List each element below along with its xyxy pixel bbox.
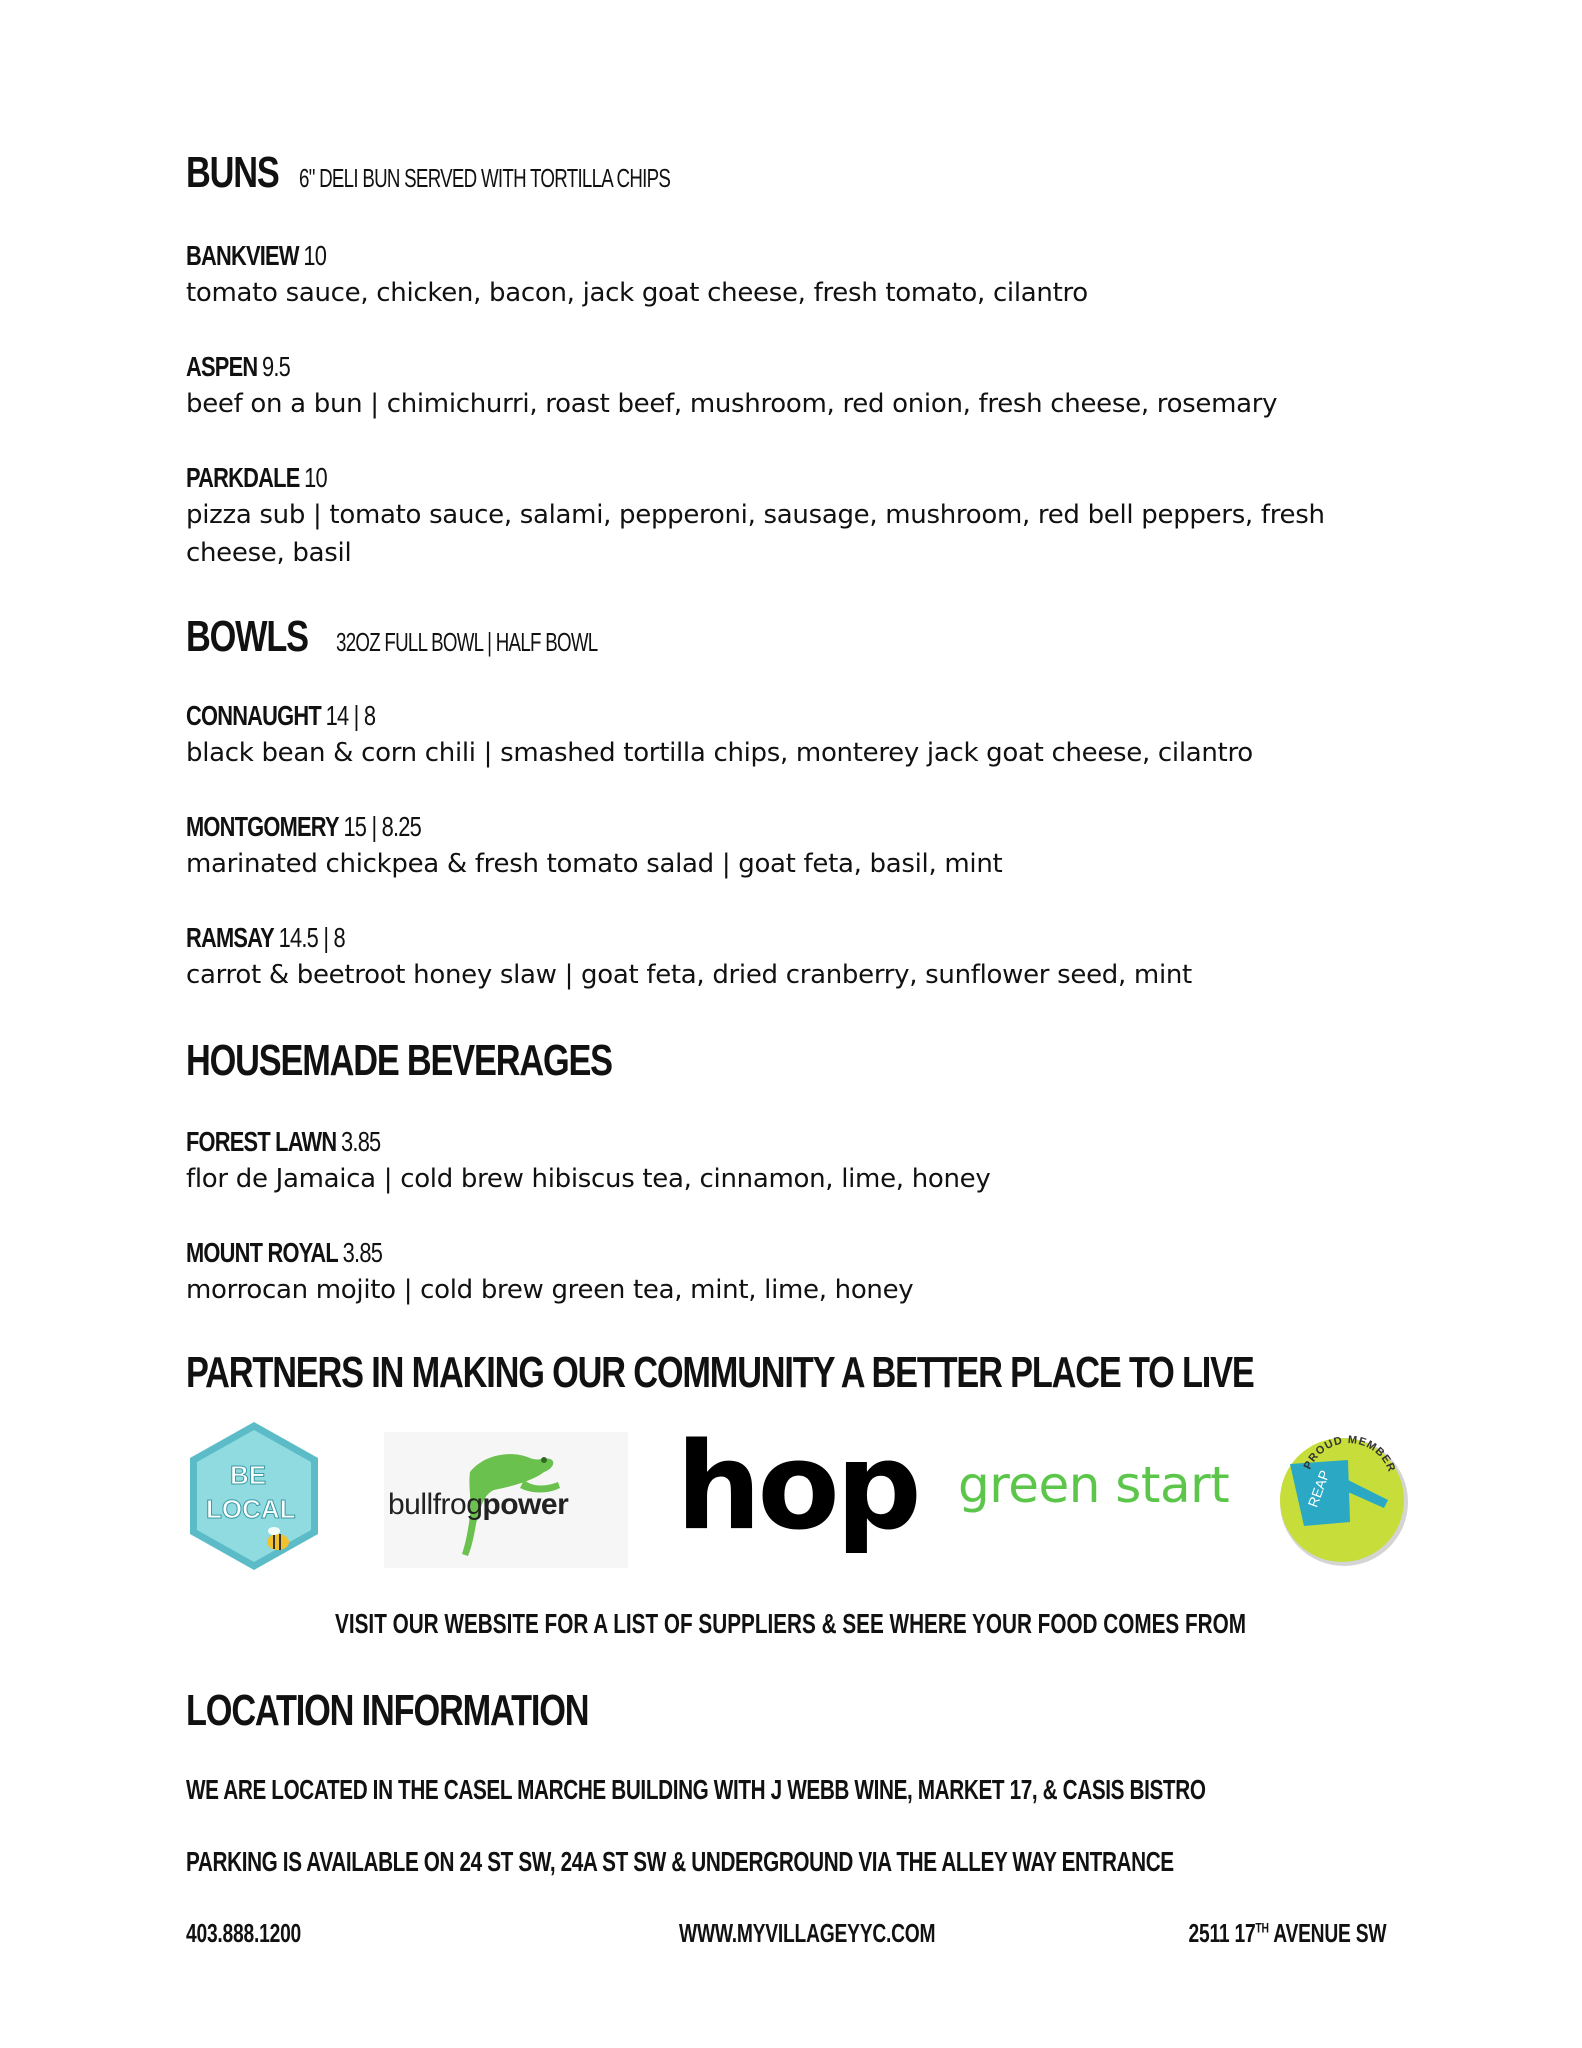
reap-logo	[1270, 1430, 1414, 1570]
item-price: 3.85	[342, 1237, 383, 1268]
be-local-line1: BE	[230, 1460, 267, 1490]
menu-item-montgomery	[186, 811, 1366, 883]
menu-item-forest-lawn	[186, 1126, 1366, 1198]
bowls-subtitle: 32OZ FULL BOWL | HALF BOWL	[336, 627, 598, 657]
beverages-section-header	[186, 1036, 732, 1086]
item-description: marinated chickpea & fresh tomato salad | goat feta, basil, mint	[186, 849, 1003, 879]
beverages-title: HOUSEMADE BEVERAGES	[186, 1036, 612, 1085]
item-name: BANKVIEW	[186, 240, 299, 271]
buns-section-header	[186, 148, 814, 198]
footer-address: 2511 17TH AVENUE SW	[1188, 1918, 1386, 1948]
menu-item-aspen	[186, 351, 1366, 423]
bullfrog-text: bullfrog	[388, 1488, 483, 1521]
item-price: 14 | 8	[325, 700, 376, 731]
menu-item-mount-royal	[186, 1237, 1366, 1309]
green-start-logo: green start	[958, 1456, 1230, 1514]
hop-text: hop	[676, 1418, 918, 1557]
partners-title: PARTNERS IN MAKING OUR COMMUNITY A BETTER PLACE TO LIVE	[186, 1348, 1254, 1397]
item-name: FOREST LAWN	[186, 1126, 337, 1157]
reap-ring-text: PROUD MEMBER	[1301, 1433, 1398, 1475]
reap-label: REAP	[1304, 1467, 1333, 1510]
be-local-line2: LOCAL	[206, 1494, 296, 1524]
visit-website-line: VISIT OUR WEBSITE FOR A LIST OF SUPPLIERS & SEE WHERE YOUR FOOD COMES FROM	[335, 1608, 1247, 1639]
location-line-2: PARKING IS AVAILABLE ON 24 ST SW, 24A ST SW & UNDERGROUND VIA THE ALLEY WAY ENTRANCE	[186, 1846, 1174, 1877]
item-description: morrocan mojito | cold brew green tea, mint, lime, honey	[186, 1275, 914, 1305]
item-name: ASPEN	[186, 351, 258, 382]
item-price: 9.5	[262, 351, 291, 382]
power-text: power	[482, 1488, 569, 1521]
menu-item-parkdale	[186, 462, 1366, 572]
footer-phone: 403.888.1200	[186, 1918, 302, 1948]
item-price: 10	[304, 462, 327, 493]
buns-subtitle: 6" DELI BUN SERVED WITH TORTILLA CHIPS	[298, 163, 670, 193]
item-name: MOUNT ROYAL	[186, 1237, 338, 1268]
menu-item-bankview	[186, 240, 1366, 312]
partners-section-header	[186, 1348, 1555, 1398]
location-title: LOCATION INFORMATION	[186, 1686, 589, 1735]
location-section-header	[186, 1686, 702, 1736]
buns-title: BUNS	[186, 148, 279, 197]
location-line-1: WE ARE LOCATED IN THE CASEL MARCHE BUILDING WITH J WEBB WINE, MARKET 17, & CASIS BISTRO	[186, 1774, 1206, 1805]
bowls-title: BOWLS	[186, 612, 308, 661]
menu-item-connaught	[186, 700, 1366, 772]
item-name: MONTGOMERY	[186, 811, 339, 842]
bowls-section-header	[186, 612, 699, 662]
item-price: 15 | 8.25	[343, 811, 422, 842]
item-price: 10	[303, 240, 327, 271]
bullfrog-power-logo	[384, 1432, 628, 1568]
item-price: 3.85	[341, 1126, 381, 1157]
be-local-logo	[184, 1418, 324, 1574]
menu-item-ramsay	[186, 922, 1366, 994]
item-description: carrot & beetroot honey slaw | goat feta, dried cranberry, sunflower seed, mint	[186, 960, 1192, 990]
item-name: PARKDALE	[186, 462, 300, 493]
item-name: RAMSAY	[186, 922, 274, 953]
item-description: pizza sub | tomato sauce, salami, pepperoni, sausage, mushroom, red bell peppers, fresh cheese, basil	[186, 500, 1325, 568]
footer-website: WWW.MYVILLAGEYYC.COM	[679, 1918, 936, 1948]
hop-logo	[676, 1418, 918, 1557]
item-price: 14.5 | 8	[278, 922, 345, 953]
item-description: black bean & corn chili | smashed tortilla chips, monterey jack goat cheese, cilantro	[186, 738, 1253, 768]
item-description: beef on a bun | chimichurri, roast beef, mushroom, red onion, fresh cheese, rosemary	[186, 389, 1278, 419]
item-description: flor de Jamaica | cold brew hibiscus tea, cinnamon, lime, honey	[186, 1164, 991, 1194]
item-description: tomato sauce, chicken, bacon, jack goat cheese, fresh tomato, cilantro	[186, 278, 1088, 308]
item-name: CONNAUGHT	[186, 700, 321, 731]
